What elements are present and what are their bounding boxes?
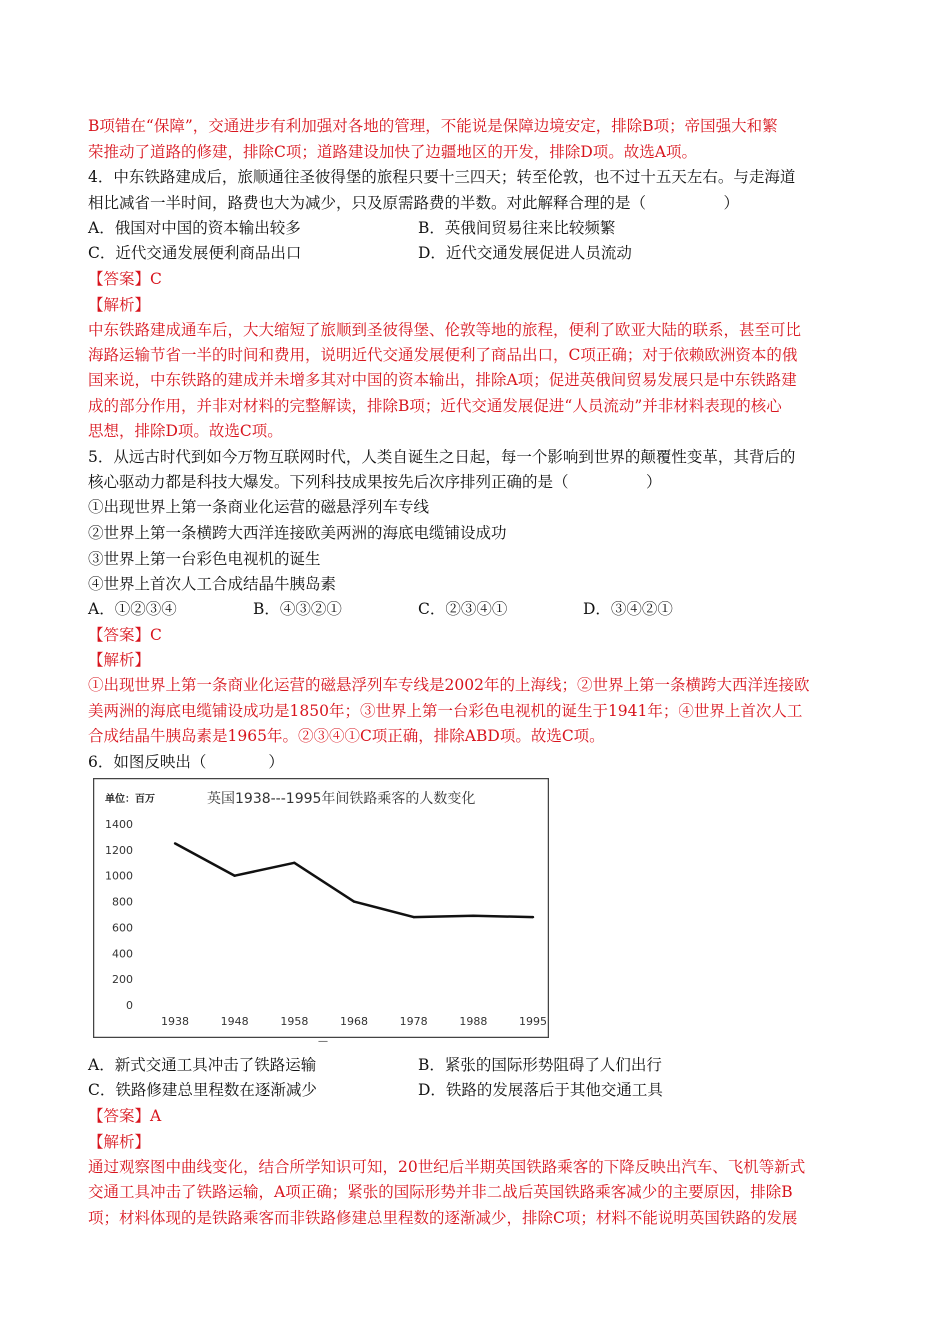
y-tick-label: 0 [126,999,133,1012]
y-tick-label: 200 [112,973,133,987]
analysis-text: 通过观察图中曲线变化，结合所学知识可知，20世纪后半期英国铁路乘客的下降反映出汽车、飞机等新式 [88,1158,806,1176]
x-tick-label: 1995 [519,1015,547,1028]
text-line: B项错在“保障”，交通进步有利加强对各地的管理，不能说是保障边境安定，排除B项；帝国强大和繁 [88,117,778,135]
y-tick-label: 1400 [105,818,133,831]
chart-frame [94,779,549,1038]
analysis-text: 海路运输节省一半的时间和费用，说明近代交通发展便利了商品出口，C项正确；对于依赖欧洲资本的俄 [88,346,798,364]
question-6-stem: 6．如图反映出（ ） [88,753,284,771]
data-point [233,875,235,877]
q4-option-d: D．近代交通发展促进人员流动 [418,244,632,262]
chart-caption-dash: — [318,1036,328,1047]
y-tick-label: 1000 [105,869,133,883]
answer-label: 【答案】A [88,1107,162,1125]
analysis-text: 思想，排除D项。故选C项。 [88,422,283,440]
y-tick-label: 400 [112,947,133,961]
data-point [293,862,295,864]
question-4-stem: 相比减省一半时间，路费也大为减少，只及原需路费的半数。对此解释合理的是（ ） [88,194,740,212]
chart-unit-label: 单位：百万 [105,794,155,805]
q5-item-4: ④世界上首次人工合成结晶牛胰岛素 [88,575,337,593]
q6-option-c: C．铁路修建总里程数在逐渐减少 [88,1081,317,1099]
x-tick-label: 1988 [459,1015,488,1028]
x-tick-label: 1948 [220,1015,249,1028]
analysis-text: 成的部分作用，并非对材料的完整解读，排除B项；近代交通发展促进“人员流动”并非材料表现的核心 [88,397,782,415]
x-tick-label: 1978 [399,1015,428,1028]
analysis-label: 【解析】 [88,296,151,314]
analysis-text: ①出现世界上第一条商业化运营的磁悬浮列车专线是2002年的上海线；②世界上第一条横跨大西洋连接欧 [88,676,810,694]
q5-option-d: D．③④②① [583,600,673,618]
q5-option-b: B．④③②① [253,600,342,618]
q4-option-c: C．近代交通发展便利商品出口 [88,244,302,262]
x-tick-label: 1958 [280,1015,309,1028]
q6-option-d: D．铁路的发展落后于其他交通工具 [418,1081,663,1099]
x-tick-label: 1938 [161,1015,189,1028]
y-tick-label: 1200 [105,843,133,857]
data-point [532,916,534,918]
analysis-text: 交通工具冲击了铁路运输，A项正确；紧张的国际形势并非二战后英国铁路乘客减少的主要原因，排除B [88,1183,793,1201]
analysis-text: 合成结晶牛胰岛素是1965年。②③④①C项正确，排除ABD项。故选C项。 [88,727,605,745]
analysis-text: 中东铁路建成通车后，大大缩短了旅顺到圣彼得堡、伦敦等地的旅程，便利了欧亚大陆的联系，甚至可比 [88,321,802,339]
answer-label: 【答案】C [88,626,162,644]
q5-item-3: ③世界上第一台彩色电视机的诞生 [88,550,321,568]
question-4-stem: 4．中东铁路建成后，旅顺通往圣彼得堡的旅程只要十三四天；转至伦敦，也不过十五天左右。与走海道 [88,168,796,186]
data-point [472,915,474,917]
y-tick-label: 800 [112,895,133,909]
question-5-stem: 核心驱动力都是科技大爆发。下列科技成果按先后次序排列正确的是（ ） [88,473,662,491]
x-tick-label: 1968 [340,1015,368,1028]
data-point [353,900,355,902]
q5-option-a: A．①②③④ [88,600,177,618]
data-point [174,842,176,844]
q6-option-a: A．新式交通工具冲击了铁路运输 [88,1056,317,1074]
q5-option-c: C．②③④① [418,600,508,618]
analysis-text: 美两洲的海底电缆铺设成功是1850年；③世界上第一台彩色电视机的诞生于1941年；④世界上首次人工 [88,702,803,720]
analysis-text: 项；材料体现的是铁路乘客而非铁路修建总里程数的逐渐减少，排除C项；材料不能说明英国铁路的发展 [88,1209,798,1227]
passenger-line-chart [93,778,549,1038]
q5-item-2: ②世界上第一条横跨大西洋连接欧美两洲的海底电缆铺设成功 [88,524,507,542]
answer-label: 【答案】C [88,270,162,288]
analysis-label: 【解析】 [88,1133,151,1151]
q6-option-b: B．紧张的国际形势阻碍了人们出行 [418,1056,662,1074]
data-point [412,916,414,918]
q4-option-a: A．俄国对中国的资本输出较多 [88,219,301,237]
q4-option-b: B．英俄间贸易往来比较频繁 [418,219,616,237]
analysis-label: 【解析】 [88,651,151,669]
analysis-text: 国来说，中东铁路的建成并未增多其对中国的资本输出，排除A项；促进英俄间贸易发展只是中东铁路建 [88,371,797,389]
y-tick-label: 600 [112,921,133,935]
chart-title: 英国1938---1995年间铁路乘客的人数变化 [207,791,476,807]
text-line: 荣推动了道路的修建，排除C项；道路建设加快了边疆地区的开发，排除D项。故选A项。 [88,143,697,161]
q5-item-1: ①出现世界上第一条商业化运营的磁悬浮列车专线 [88,498,430,516]
question-5-stem: 5．从远古时代到如今万物互联网时代，人类自诞生之日起，每一个影响到世界的颠覆性变革，其背后的 [88,448,796,466]
